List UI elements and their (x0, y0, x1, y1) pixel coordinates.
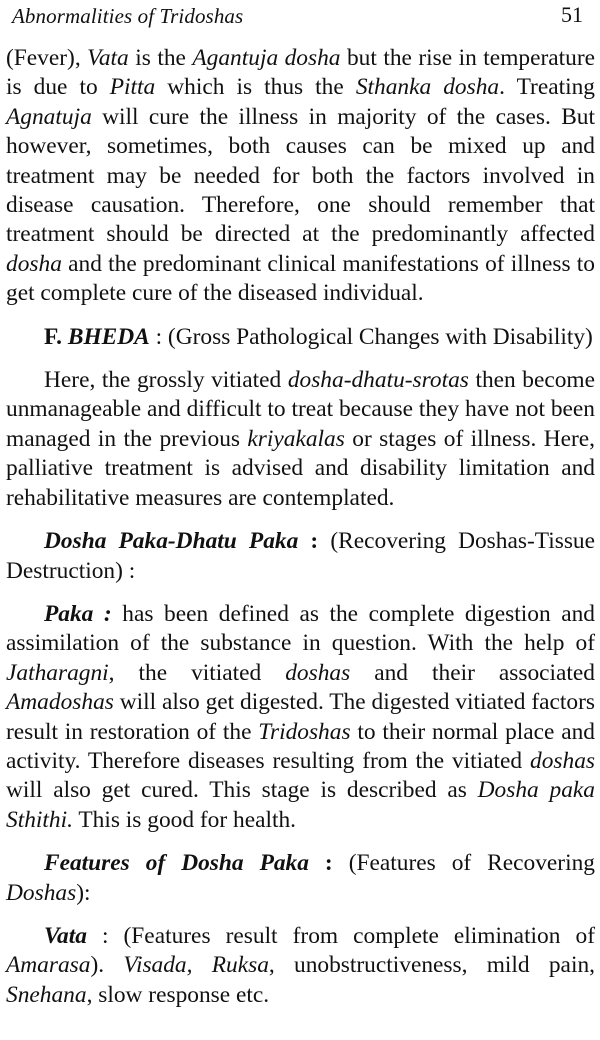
page-number: 51 (561, 2, 583, 27)
running-header (6, 0, 595, 44)
paragraph-paka: Paka : has been defined as the complete digestion and assimilation of the substance in question. With the help of Jatharagni, the vitiated doshas and their associated Amadoshas will also get digested. The digested vitiated factors result in restoration of the Tridoshas to their normal place and activity. Therefore diseases resulting from the vitiated doshas will also get cured. This stage is described as Dosha paka Sthithi. This is good for health. (6, 600, 596, 833)
body-text (6, 44, 595, 1010)
paragraph-vata-features: Vata : (Features result from complete elimination of Amarasa). Visada, Ruksa, unobstructiveness, mild pain, Snehana, slow response etc. (6, 922, 595, 1008)
heading-bheda: F. BHEDA : (Gross Pathological Changes with Disability) (44, 323, 593, 350)
heading-dosha-paka-dhatu-paka: Dosha Paka-Dhatu Paka : (Recovering Doshas-Tissue Destruction) : (6, 528, 595, 584)
paragraph-bheda: Here, the grossly vitiated dosha-dhatu-srotas then become unmanageable and difficult to treat because they have not been managed in the previous kriyakalas or stages of illness. Here, palliative treatment is advised and disability limitation and rehabilitative measures are contemplated. (6, 367, 595, 511)
running-title: Abnormalities of Tridoshas (12, 4, 244, 28)
heading-features-of-dosha-paka: Features of Dosha Paka : (Features of Recovering Doshas): (6, 850, 595, 906)
paragraph-fever-causation: (Fever), Vata is the Agantuja dosha but the rise in temperature is due to Pitta which is thus the Sthanka dosha. Treating Agnatuja will cure the illness in majority of the cases. But however, sometimes, both causes can be mixed up and treatment may be needed for both the factors involved in disease causation. Therefore, one should remember that treatment should be directed at the predominantly affected dosha and the predominant clinical manifestations of illness to get complete cure of the diseased individual. (6, 45, 595, 307)
